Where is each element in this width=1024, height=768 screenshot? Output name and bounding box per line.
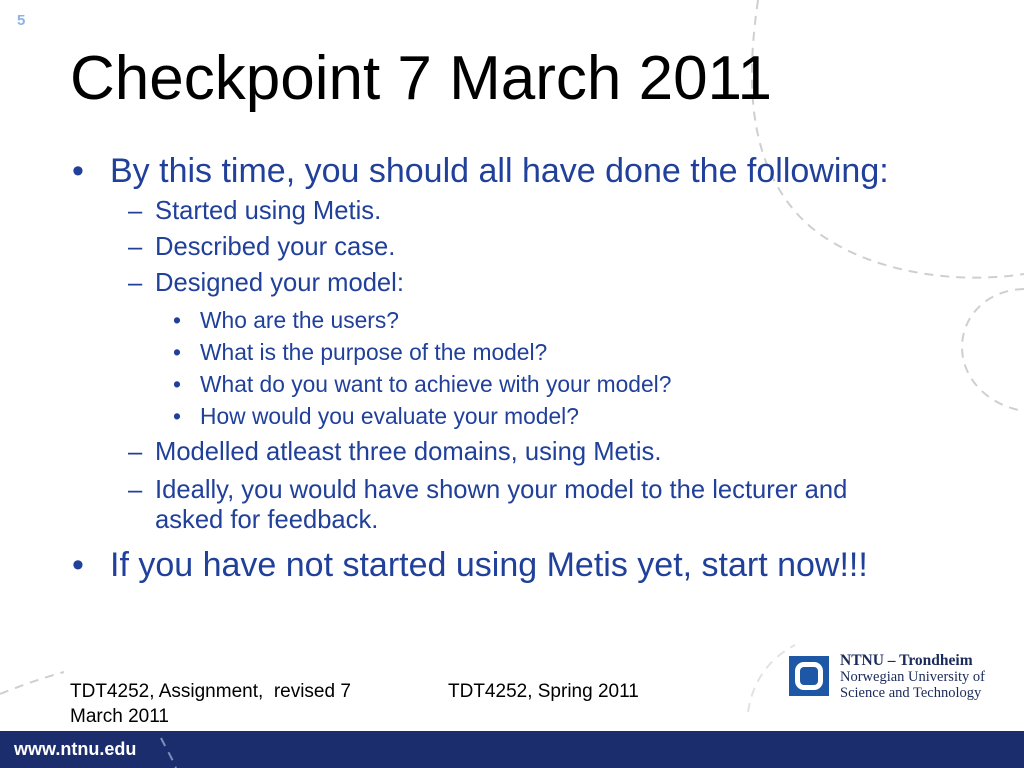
dashed-arc-near-logo: [748, 645, 795, 712]
bullet-text: Ideally, you would have shown your model to the lecturer and asked for feedback.: [155, 476, 848, 534]
bullet-text: Who are the users?: [200, 307, 399, 333]
footer-course-term: TDT4252, Spring 2011: [448, 681, 639, 702]
bullet-text: Designed your model:: [155, 269, 404, 297]
bullet-text: Started using Metis.: [155, 197, 382, 225]
bullet-text: If you have not started using Metis yet, start now!!!: [110, 546, 868, 584]
bullet-text: Described your case.: [155, 233, 396, 261]
website-url: www.ntnu.edu: [14, 739, 137, 759]
dash-marker: –: [128, 438, 143, 466]
bullet-marker: •: [173, 339, 181, 365]
slide-number: 5: [17, 12, 26, 29]
bullet-marker: •: [173, 403, 181, 429]
dash-marker: –: [128, 233, 143, 261]
bullet-item-question: [173, 341, 547, 364]
ntnu-name: NTNU – Trondheim: [840, 652, 973, 669]
dashed-arc-on-bar: [161, 738, 176, 768]
bullet-item-task: [128, 271, 404, 297]
bullet-text: What is the purpose of the model?: [200, 339, 548, 365]
footer-line: TDT4252, Assignment, revised 7: [70, 681, 351, 702]
bullet-text: By this time, you should all have done the following:: [110, 152, 889, 190]
bullet-item-question: [173, 309, 399, 332]
bullet-text: Modelled atleast three domains, using Metis.: [155, 438, 662, 466]
bullet-item-closing: [72, 548, 868, 582]
bullet-item-task: [128, 235, 395, 261]
ntnu-logo-icon: [789, 656, 829, 696]
footer-course-revision: [70, 679, 351, 729]
ntnu-wordmark: [840, 653, 985, 701]
bullet-marker: •: [173, 371, 181, 397]
bullet-marker: •: [72, 152, 84, 190]
dash-marker: –: [128, 269, 143, 297]
ntnu-logo-ring: [795, 662, 823, 690]
ntnu-subtitle-line: Norwegian University of: [840, 669, 985, 685]
dash-marker: –: [128, 197, 143, 225]
ntnu-subtitle-line: Science and Technology: [840, 685, 982, 701]
dashed-arc-small: [962, 289, 1024, 411]
bullet-item-task: [128, 199, 381, 225]
bullet-item-intro: [72, 154, 889, 188]
bullet-marker: •: [173, 307, 181, 333]
bullet-item-question: [173, 405, 579, 428]
footer-line: March 2011: [70, 706, 169, 727]
bullet-item-question: [173, 373, 671, 396]
dashed-arc-large: [752, 0, 1024, 278]
bullet-text: How would you evaluate your model?: [200, 403, 579, 429]
bullet-item-task: [128, 475, 885, 535]
dash-marker: –: [128, 476, 143, 504]
bullet-item-task: [128, 440, 661, 466]
bullet-text: What do you want to achieve with your model?: [200, 371, 672, 397]
dashed-arc-bottom-left: [0, 672, 64, 694]
slide-title: Checkpoint 7 March 2011: [70, 44, 772, 113]
bullet-marker: •: [72, 546, 84, 584]
